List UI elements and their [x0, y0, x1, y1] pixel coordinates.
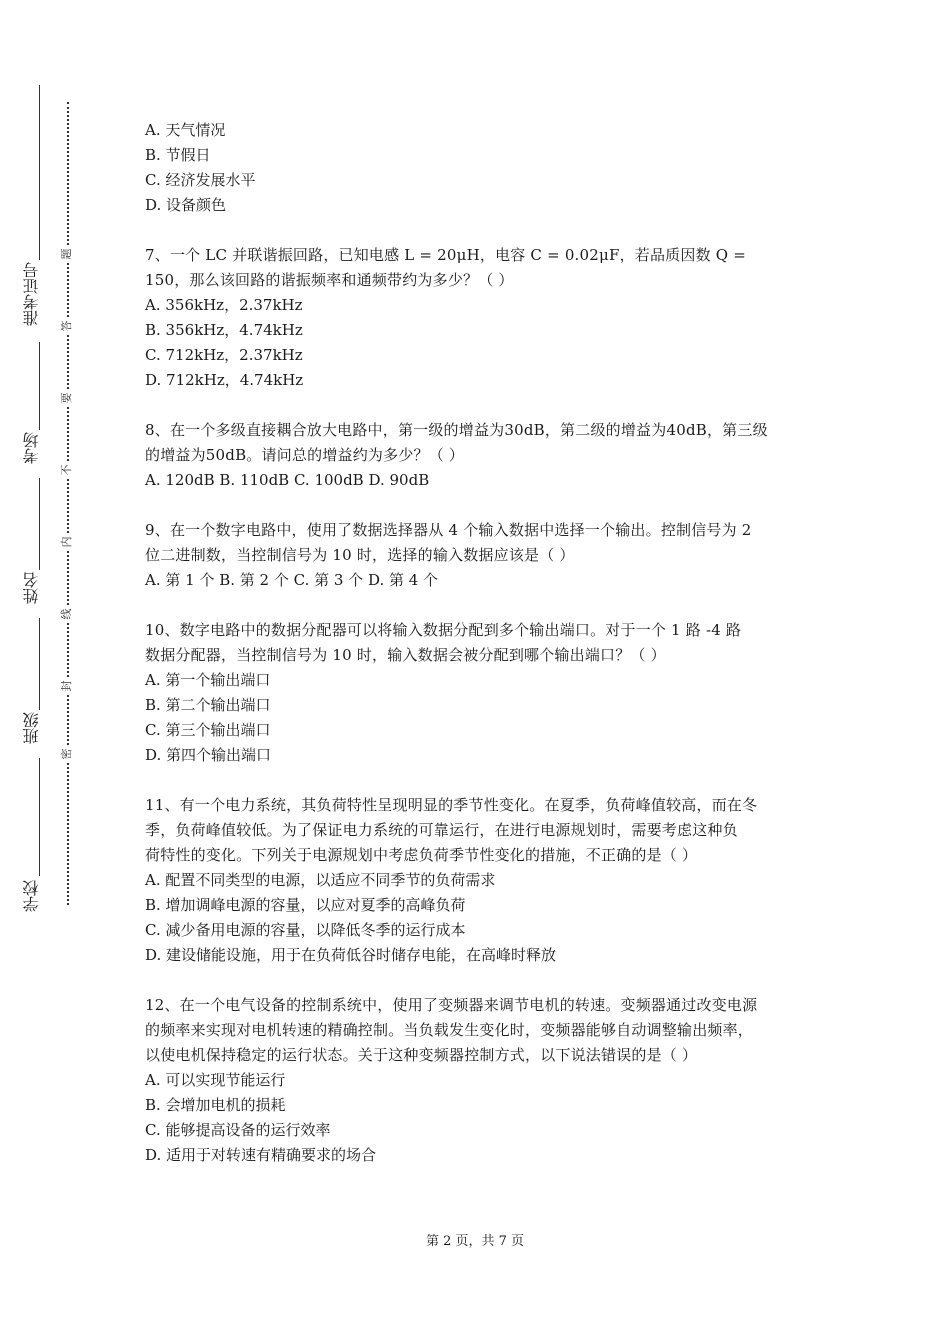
- option-a: A. 356kHz，2.37kHz: [145, 296, 303, 314]
- seal-char: 封: [59, 677, 75, 695]
- binding-line: [39, 618, 40, 710]
- option-c: C. 减少备用电源的容量，以降低冬季的运行成本: [145, 921, 466, 939]
- option-c: C. 712kHz，2.37kHz: [145, 346, 303, 364]
- question-stem: 荷特性的变化。下列关于电源规划中考虑负荷季节性变化的措施，不正确的是（ ）: [145, 846, 698, 864]
- seal-char: 内: [59, 533, 75, 551]
- binding-line: [39, 85, 40, 260]
- question-stem: 数据分配器，当控制信号为 10 时，输入数据会被分配到哪个输出端口？（ ）: [145, 646, 666, 664]
- seal-dotted-line: [67, 102, 69, 905]
- option-a: A. 天气情况: [145, 121, 226, 139]
- seal-char: 题: [59, 245, 75, 263]
- option-b: B. 356kHz，4.74kHz: [145, 321, 303, 339]
- question-12: [145, 993, 810, 1168]
- option-d: D. 设备颜色: [145, 196, 227, 214]
- question-stem: 季，负荷峰值较低。为了保证电力系统的可靠运行，在进行电源规划时，需要考虑这种负: [145, 821, 738, 839]
- question-9: [145, 518, 810, 593]
- seal-char: 答: [59, 317, 75, 335]
- seal-char: 密: [59, 745, 75, 763]
- question-stem: 以使电机保持稳定的运行状态。关于这种变频器控制方式，以下说法错误的是（ ）: [145, 1046, 698, 1064]
- option-c: C. 经济发展水平: [145, 171, 256, 189]
- binding-line: [39, 758, 40, 876]
- option-b: B. 增加调峰电源的容量，以应对夏季的高峰负荷: [145, 896, 466, 914]
- option-a: A. 配置不同类型的电源，以适应不同季节的负荷需求: [145, 871, 496, 889]
- page-footer: 第 2 页，共 7 页: [425, 1234, 525, 1249]
- option-c: C. 能够提高设备的运行效率: [145, 1121, 331, 1139]
- question-stem: 9、在一个数字电路中，使用了数据选择器从 4 个输入数据中选择一个输出。控制信号为 2: [145, 521, 752, 539]
- binding-line: [39, 342, 40, 430]
- question-10: [145, 618, 810, 768]
- option-a: A. 可以实现节能运行: [145, 1071, 286, 1089]
- school-label: 学校: [22, 880, 41, 912]
- question-stem: 150，那么该回路的谐振频率和通频带约为多少？（ ）: [145, 271, 514, 289]
- question-8: [145, 418, 810, 493]
- exam-id-label: 准考证号: [22, 262, 41, 326]
- option-c: C. 第三个输出端口: [145, 721, 271, 739]
- question-stem: 10、数字电路中的数据分配器可以将输入数据分配到多个输出端口。对于一个 1 路 -4 路: [145, 621, 742, 639]
- question-7: [145, 243, 810, 393]
- question-stem: 8、在一个多级直接耦合放大电路中，第一级的增益为30dB，第二级的增益为40dB，第三级: [145, 421, 768, 439]
- question-stem: 的频率来实现对电机转速的精确控制。当负载发生变化时，变频器能够自动调整输出频率，: [145, 1021, 754, 1039]
- inline-options: A. 120dB B. 110dB C. 100dB D. 90dB: [145, 471, 430, 489]
- option-b: B. 会增加电机的损耗: [145, 1096, 286, 1114]
- question-stem: 的增益为50dB。请问总的增益约为多少？（ ）: [145, 446, 465, 464]
- question-stem: 11、有一个电力系统，其负荷特性呈现明显的季节性变化。在夏季，负荷峰值较高，而在冬: [145, 796, 758, 814]
- option-d: D. 第四个输出端口: [145, 746, 272, 764]
- option-d: D. 适用于对转速有精确要求的场合: [145, 1146, 377, 1164]
- prev-question-options: [145, 118, 810, 218]
- option-b: B. 节假日: [145, 146, 211, 164]
- option-d: D. 建设储能设施，用于在负荷低谷时储存电能，在高峰时释放: [145, 946, 557, 964]
- seal-char: 线: [59, 605, 75, 623]
- question-stem: 位二进制数，当控制信号为 10 时，选择的输入数据应该是（ ）: [145, 546, 575, 564]
- question-stem: 12、在一个电气设备的控制系统中，使用了变频器来调节电机的转速。变频器通过改变电源: [145, 996, 758, 1014]
- question-11: [145, 793, 810, 968]
- seal-char: 要: [59, 389, 75, 407]
- question-stem: 7、一个 LC 并联谐振回路，已知电感 L = 20μH，电容 C = 0.02μF，若品质因数 Q =: [145, 246, 746, 264]
- option-b: B. 第二个输出端口: [145, 696, 271, 714]
- binding-line: [39, 478, 40, 570]
- name-label: 姓名: [22, 572, 41, 604]
- class-label: 班级: [22, 712, 41, 744]
- exam-room-label: 考场: [22, 432, 41, 464]
- option-d: D. 712kHz，4.74kHz: [145, 371, 304, 389]
- inline-options: A. 第 1 个 B. 第 2 个 C. 第 3 个 D. 第 4 个: [145, 571, 439, 589]
- seal-char: 不: [59, 461, 75, 479]
- option-a: A. 第一个输出端口: [145, 671, 271, 689]
- question-content: [145, 118, 810, 1168]
